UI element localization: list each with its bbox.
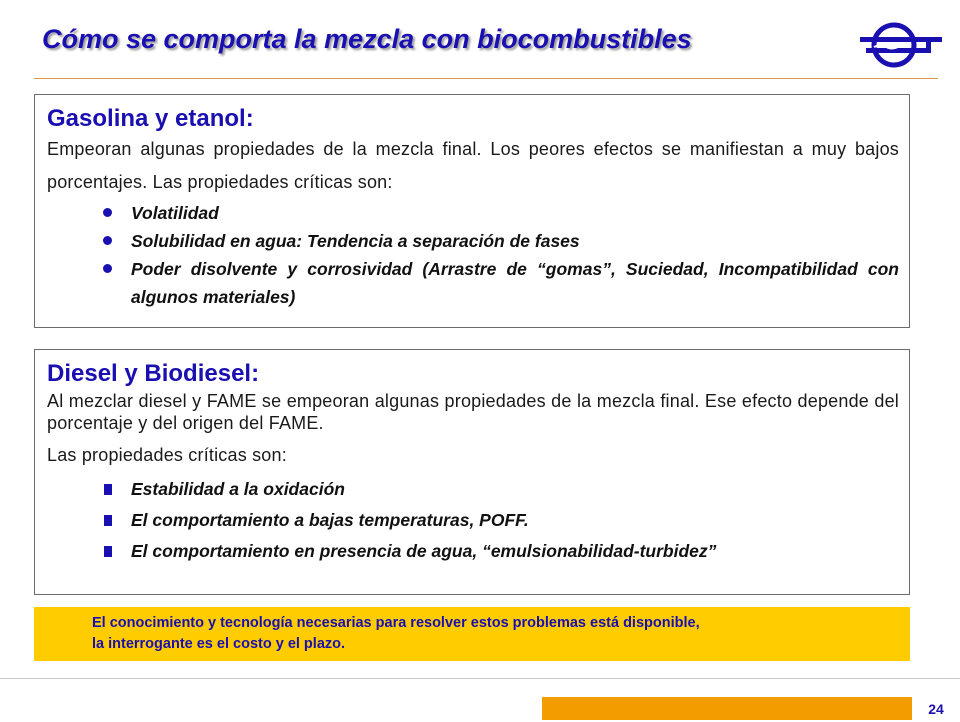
gasoline-critical-properties [47,199,899,311]
note-line-2: la interrogante es el costo y el plazo. [92,636,346,652]
list-item-text: El comportamiento en presencia de agua, “emulsionabilidad-turbidez” [131,541,717,561]
bullet-dot-icon [103,236,112,245]
slide-title: Cómo se comporta la mezcla con biocombustibles [42,24,692,54]
list-item-text: Poder disolvente y corrosividad (Arrastre de “gomas”, Suciedad, Incompatibilidad con algunos materiales) [131,259,899,307]
company-logo-icon [860,20,944,70]
diesel-properties-intro: Las propiedades críticas son: [47,445,287,465]
bullet-square-icon [104,484,112,495]
title-divider [34,78,938,79]
bullet-square-icon [104,515,112,526]
list-item [47,505,899,536]
gasoline-heading: Gasolina y etanol: [47,105,254,132]
diesel-critical-properties [47,474,899,567]
footer-accent-bar [542,697,960,720]
list-item [47,536,899,567]
diesel-biodiesel-panel [34,349,910,595]
list-item [47,474,899,505]
list-item [47,255,899,311]
diesel-heading: Diesel y Biodiesel: [47,360,260,387]
list-item-text: El comportamiento a bajas temperaturas, POFF. [131,510,529,530]
gasoline-ethanol-panel [34,94,910,328]
diesel-description: Al mezclar diesel y FAME se empeoran algunas propiedades de la mezcla final. Ese efecto depende del porcentaje y del origen del FAME. [47,391,899,433]
bullet-square-icon [104,546,112,557]
conclusion-note [34,607,910,661]
bullet-dot-icon [103,208,112,217]
page-number: 24 [912,697,960,720]
note-line-1: El conocimiento y tecnología necesarias para resolver estos problemas está disponible, [92,615,700,631]
list-item-text: Estabilidad a la oxidación [131,479,345,499]
list-item [47,199,899,227]
bullet-dot-icon [103,264,112,273]
footer-divider [0,678,960,679]
gasoline-description: Empeoran algunas propiedades de la mezcla final. Los peores efectos se manifiestan a muy bajos porcentajes. Las propiedades críticas son: [47,139,899,192]
list-item-text: Volatilidad [131,203,219,223]
list-item-text: Solubilidad en agua: Tendencia a separación de fases [131,231,580,251]
list-item [47,227,899,255]
